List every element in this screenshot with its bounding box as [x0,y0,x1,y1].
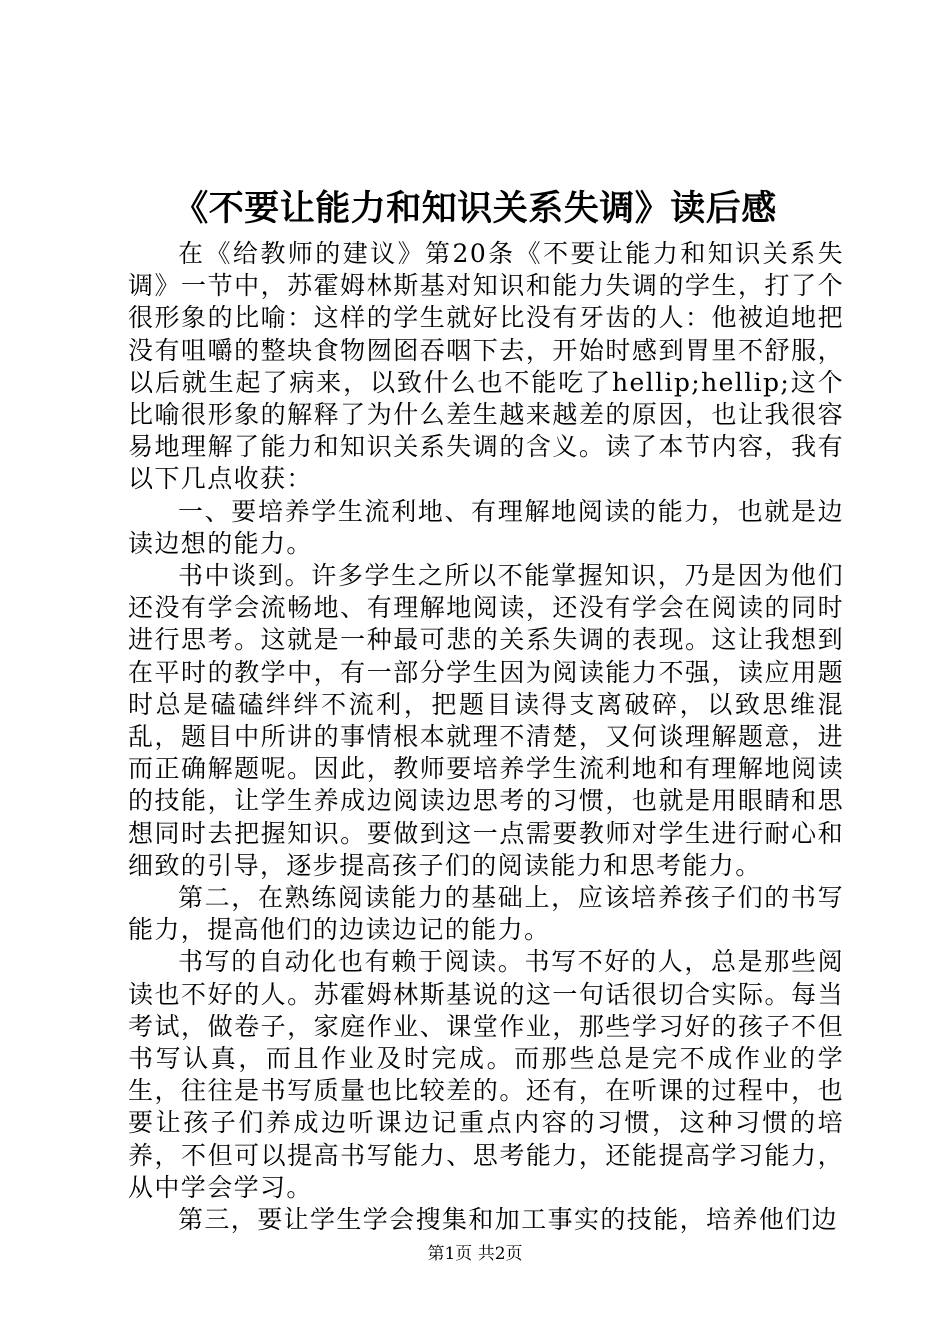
paragraph-point-three: 第三，要让学生学会搜集和加工事实的技能，培养他们边 [178,1205,839,1235]
page-number-footer: 第1页 共2页 [427,1244,523,1264]
document-body [128,238,844,1236]
paragraph-point-two: 第二，在熟练阅读能力的基础上，应该培养孩子们的书写能力，提高他们的边读边记的能力。 [128,883,844,945]
paragraph-intro: 在《给教师的建议》第20条《不要让能力和知识关系失调》一节中，苏霍姆林斯基对知识和能力失调的学生，打了个很形象的比喻：这样的学生就好比没有牙齿的人：他被迫地把没有咀嚼的整块食物囫囵吞咽下去，开始时感到胃里不舒服，以后就生起了病来，以致什么也不能吃了hellip;hellip;这个比喻很形象的解释了为什么差生越来越差的原因，也让我很容易地理解了能力和知识关系失调的含义。读了本节内容，我有以下几点收获： [128,239,844,494]
document-title: 《不要让能力和知识关系失调》读后感 [173,189,777,229]
paragraph-point-one: 一、要培养学生流利地、有理解地阅读的能力，也就是边读边想的能力。 [128,496,844,558]
paragraph-point-two-detail: 书写的自动化也有赖于阅读。书写不好的人，总是那些阅读也不好的人。苏霍姆林斯基说的这一句话很切合实际。每当考试，做卷子，家庭作业、课堂作业，那些学习好的孩子不但书写认真，而且作业及时完成。而那些总是完不成作业的学生，往往是书写质量也比较差的。还有，在听课的过程中，也要让孩子们养成边听课边记重点内容的习惯，这种习惯的培养，不但可以提高书写能力、思考能力，还能提高学习能力，从中学会学习。 [128,947,844,1202]
paragraph-point-one-detail: 书中谈到。许多学生之所以不能掌握知识，乃是因为他们还没有学会流畅地、有理解地阅读，还没有学会在阅读的同时进行思考。这就是一种最可悲的关系失调的表现。这让我想到在平时的教学中，有一部分学生因为阅读能力不强，读应用题时总是磕磕绊绊不流利，把题目读得支离破碎，以致思维混乱，题目中所讲的事情根本就理不清楚，又何谈理解题意，进而正确解题呢。因此，教师要培养学生流利地和有理解地阅读的技能，让学生养成边阅读边思考的习惯，也就是用眼睛和思想同时去把握知识。要做到这一点需要教师对学生进行耐心和细致的引导，逐步提高孩子们的阅读能力和思考能力。 [128,561,844,880]
